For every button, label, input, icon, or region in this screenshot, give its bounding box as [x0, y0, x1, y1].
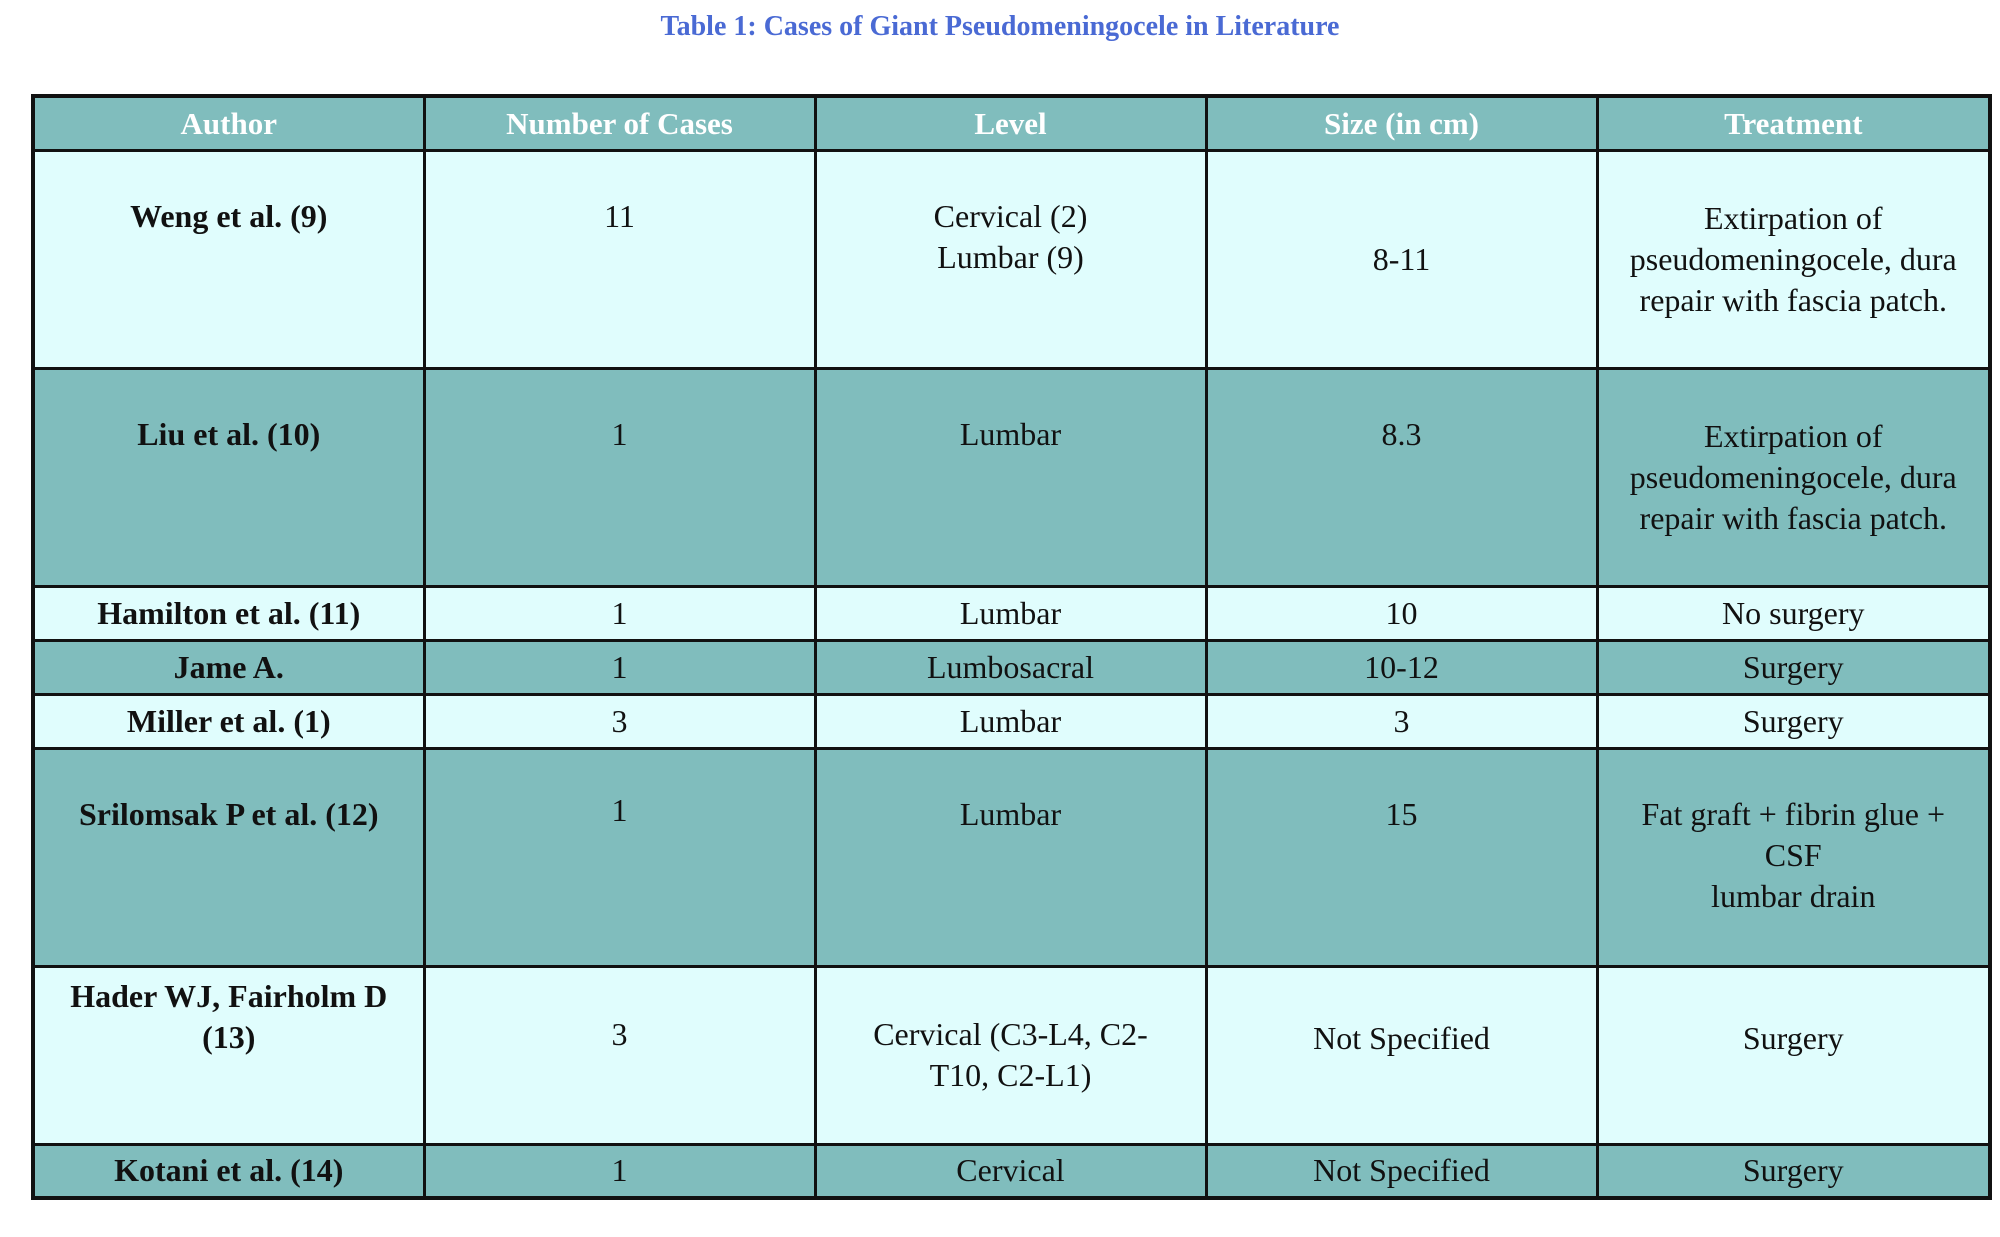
cell-line: 15 [1385, 795, 1418, 832]
cell-level [815, 748, 1206, 966]
table-row [33, 150, 1990, 368]
cell-size [1206, 966, 1597, 1144]
cell-line: 1 [611, 1152, 628, 1189]
cell-line: Kotani et al. (14) [114, 1152, 344, 1189]
cell-cases [424, 748, 815, 966]
cell-line: 10-12 [1364, 648, 1439, 685]
cell-cases [424, 966, 815, 1144]
cell-line: Surgery [1742, 648, 1844, 685]
cell-line: Lumbar [959, 594, 1062, 631]
cell-line: 8-11 [1372, 240, 1431, 277]
cell-line: pseudomeningocele, dura [1629, 240, 1957, 277]
cell-level [815, 368, 1206, 586]
cell-line: Weng et al. (9) [130, 197, 328, 234]
cell-line: Surgery [1742, 702, 1844, 739]
cell-line: 11 [604, 197, 635, 234]
cell-author [33, 586, 424, 640]
cell-line: Lumbosacral [926, 648, 1095, 685]
table-row [33, 586, 1990, 640]
cell-line: repair with fascia patch. [1639, 281, 1947, 318]
cell-treatment [1597, 368, 1990, 586]
cell-treatment [1597, 748, 1990, 966]
cell-cases [424, 640, 815, 694]
cell-treatment [1597, 586, 1990, 640]
cell-line: T10, C2-L1) [929, 1057, 1092, 1093]
cell-line: repair with fascia patch. [1639, 499, 1947, 536]
cell-cases [424, 150, 815, 368]
cell-author [33, 368, 424, 586]
cell-line: 1 [611, 791, 628, 828]
cell-line: Miller et al. (1) [126, 702, 331, 739]
cell-author [33, 748, 424, 966]
cell-size [1206, 694, 1597, 748]
table-row [33, 694, 1990, 748]
table-row [33, 748, 1990, 966]
cell-cases [424, 368, 815, 586]
cell-line: 3 [611, 702, 628, 739]
header-number-of-cases: Number of Cases [424, 96, 815, 150]
cell-line: Lumbar [959, 415, 1062, 452]
table-row [33, 966, 1990, 1144]
cell-line: Lumbar (9) [937, 238, 1084, 275]
cases-table [31, 94, 1992, 1200]
cell-size [1206, 150, 1597, 368]
cell-line: 3 [611, 1015, 628, 1052]
cell-line: 8.3 [1381, 415, 1422, 452]
cell-author [33, 150, 424, 368]
header-size: Size (in cm) [1206, 96, 1597, 150]
cell-author [33, 1144, 424, 1198]
cell-author [33, 694, 424, 748]
cell-treatment [1597, 694, 1990, 748]
cell-treatment [1597, 966, 1990, 1144]
cell-line: Jame A. [173, 648, 284, 685]
cell-line: Hader WJ, Fairholm D [70, 977, 388, 1014]
cell-level [815, 150, 1206, 368]
cell-line: Lumbar [959, 795, 1062, 832]
cell-level [815, 1144, 1206, 1198]
cell-line: Not Specified [1313, 1152, 1490, 1189]
cell-size [1206, 368, 1597, 586]
header-row [33, 96, 1990, 150]
cell-line: 10 [1385, 594, 1418, 631]
cell-cases [424, 586, 815, 640]
cell-line: Cervical [956, 1152, 1065, 1189]
cell-cases [424, 1144, 815, 1198]
cell-author [33, 640, 424, 694]
cell-line: lumbar drain [1711, 877, 1876, 914]
cell-line: Lumbar [959, 702, 1062, 739]
header-treatment: Treatment [1597, 96, 1990, 150]
cell-line: Cervical (2) [933, 197, 1088, 234]
cell-line: Not Specified [1313, 1019, 1490, 1056]
cell-level [815, 640, 1206, 694]
table-row [33, 1144, 1990, 1198]
table-row [33, 368, 1990, 586]
cell-line: (13) [202, 1018, 256, 1055]
cell-line: Fat graft + fibrin glue + [1641, 795, 1946, 832]
header-level: Level [815, 96, 1206, 150]
cell-line: 1 [611, 415, 628, 452]
table-row [33, 640, 1990, 694]
cell-line: Surgery [1742, 1152, 1844, 1189]
cell-cases [424, 694, 815, 748]
cell-line: Extirpation of [1703, 199, 1883, 236]
cell-line: Liu et al. (10) [137, 415, 321, 452]
cell-level [815, 586, 1206, 640]
cell-line: 1 [611, 648, 628, 685]
cell-author [33, 966, 424, 1144]
table-caption: Table 1: Cases of Giant Pseudomeningocele in Literature [660, 11, 1340, 42]
cell-line: Srilomsak P et al. (12) [78, 795, 379, 832]
cell-level [815, 966, 1206, 1144]
cell-size [1206, 640, 1597, 694]
cell-level [815, 694, 1206, 748]
cell-treatment [1597, 150, 1990, 368]
cell-line: Extirpation of [1703, 417, 1883, 454]
cell-treatment [1597, 640, 1990, 694]
cell-size [1206, 748, 1597, 966]
cell-line: 3 [1393, 702, 1410, 739]
cell-line: pseudomeningocele, dura [1629, 458, 1957, 495]
cell-size [1206, 586, 1597, 640]
header-author: Author [33, 96, 424, 150]
cell-size [1206, 1144, 1597, 1198]
cell-line: No surgery [1722, 594, 1865, 631]
cell-treatment [1597, 1144, 1990, 1198]
cell-line: CSF [1764, 836, 1822, 873]
cell-line: Surgery [1742, 1019, 1844, 1056]
cell-line: Cervical (C3-L4, C2- [873, 1016, 1148, 1052]
cell-line: Hamilton et al. (11) [97, 594, 361, 631]
cell-line: 1 [611, 594, 628, 631]
